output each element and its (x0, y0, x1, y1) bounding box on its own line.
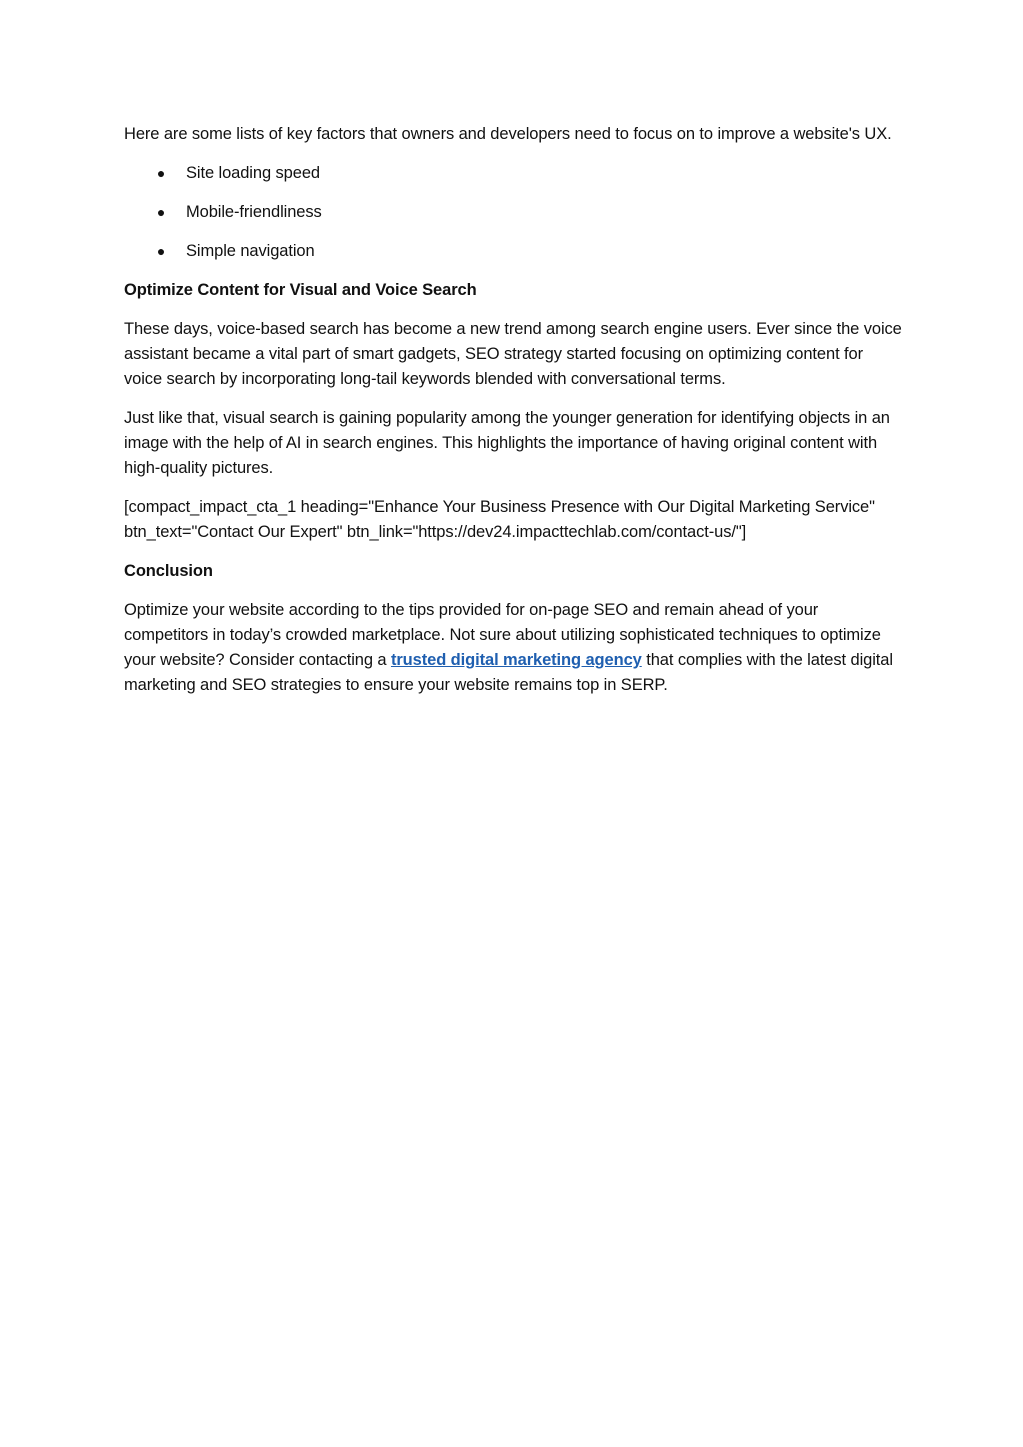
list-item (124, 239, 904, 264)
intro-paragraph: Here are some lists of key factors that owners and developers need to focus on to improve a website's UX. (124, 125, 892, 143)
voice-search-paragraph: These days, voice-based search has become a new trend among search engine users. Ever since the voice assistant became a vital part of smart gadgets, SEO strategy started focusing on optimizing content for voice search by incorporating long-tail keywords blended with conversational terms. (124, 320, 902, 388)
visual-search-paragraph: Just like that, visual search is gaining popularity among the younger generation for identifying objects in an image with the help of AI in search engines. This highlights the importance of having original content with high-quality pictures. (124, 409, 890, 477)
bullet-icon: ● (156, 204, 166, 220)
bullet-icon: ● (156, 165, 166, 181)
conclusion-text-before-link: Optimize your website according to the tips provided for on-page SEO and remain ahead of your competitors in today’s crowded marketplace. Not sure about utilizing sophisticated techniques to optimize your website? Consider contacting a (124, 601, 881, 669)
list-item (124, 161, 904, 186)
agency-link[interactable]: trusted digital marketing agency (390, 651, 642, 669)
list-item-label: Simple navigation (186, 242, 315, 260)
section-heading-conclusion: Conclusion (124, 562, 213, 580)
list-item-label: Mobile-friendliness (186, 203, 322, 221)
conclusion-paragraph (124, 598, 904, 698)
conclusion-text-after-link: that complies with the latest digital marketing and SEO strategies to ensure your website remains top in SERP. (124, 651, 893, 694)
list-item-label: Site loading speed (186, 164, 320, 182)
bullet-icon: ● (156, 243, 166, 259)
section-heading-optimize: Optimize Content for Visual and Voice Search (124, 281, 477, 299)
key-factors-list (124, 161, 904, 264)
document-page (124, 122, 904, 712)
shortcode-paragraph: [compact_impact_cta_1 heading="Enhance Your Business Presence with Our Digital Marketing Service" btn_text="Contact Our Expert" btn_link="https://dev24.impacttechlab.com/contact-us/"] (124, 498, 875, 541)
list-item (124, 200, 904, 225)
